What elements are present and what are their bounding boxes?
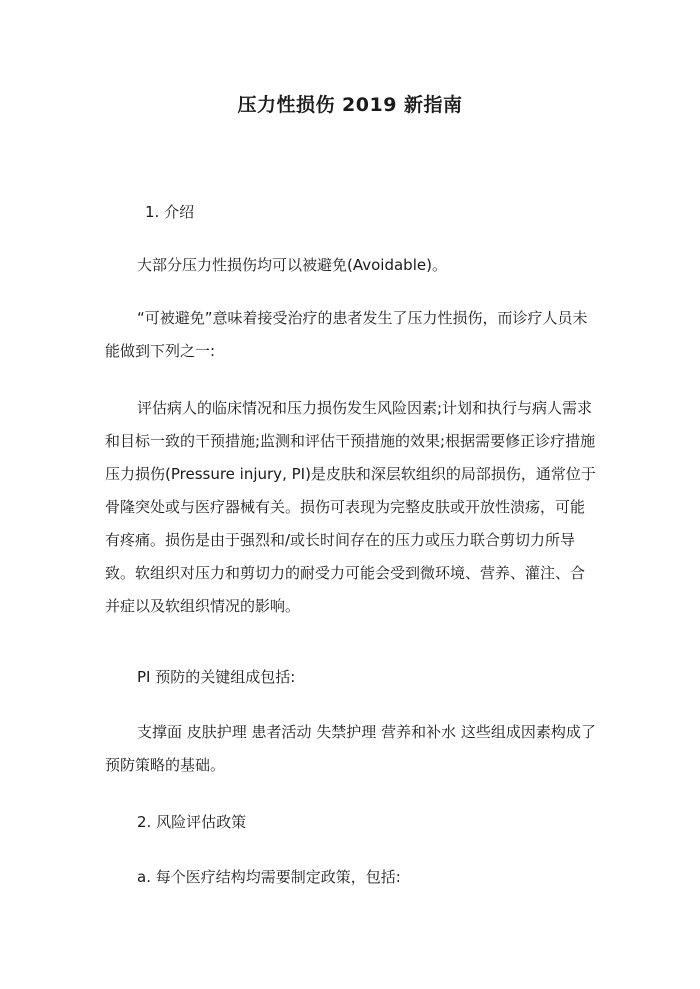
paragraph-prevention-list: 支撑面 皮肤护理 患者活动 失禁护理 营养和补水 这些组成因素构成了预防策略的基础。 <box>105 723 596 774</box>
section-heading-introduction: 1. 介绍 <box>145 203 195 221</box>
paragraph-avoidable-meaning: “可被避免”意味着接受治疗的患者发生了压力性损伤，而诊疗人员未能做到下列之一: <box>105 309 588 360</box>
paragraph-pi-prevention-components: PI 预防的关键组成包括: <box>137 668 296 686</box>
list-item-a: a. 每个医疗结构均需要制定政策，包括: <box>137 868 401 886</box>
paragraph-avoidable: 大部分压力性损伤均可以被避免(Avoidable)。 <box>137 256 447 274</box>
document-title: 压力性损伤 2019 新指南 <box>237 94 463 116</box>
section-heading-risk-assessment: 2. 风险评估政策 <box>137 813 247 831</box>
paragraph-pressure-injury-definition: 评估病人的临床情况和压力损伤发生风险因素;计划和执行与病人需求和目标一致的干预措施;监测和评估干预措施的效果;根据需要修正诊疗措施 压力损伤(Pressure injury, PI)是皮肤和深层软组织的局部损伤，通常位于骨隆突处或与医疗器械有关。损伤可表现为完整皮肤或开放性溃疡，可能有疼痛。损伤是由于强烈和/或长时间存在的压力或压力联合剪切力所导致。软组织对压力和剪切力的耐受力可能会受到微环境、营养、灌注、合并症以及软组织情况的影响。 <box>105 399 596 615</box>
